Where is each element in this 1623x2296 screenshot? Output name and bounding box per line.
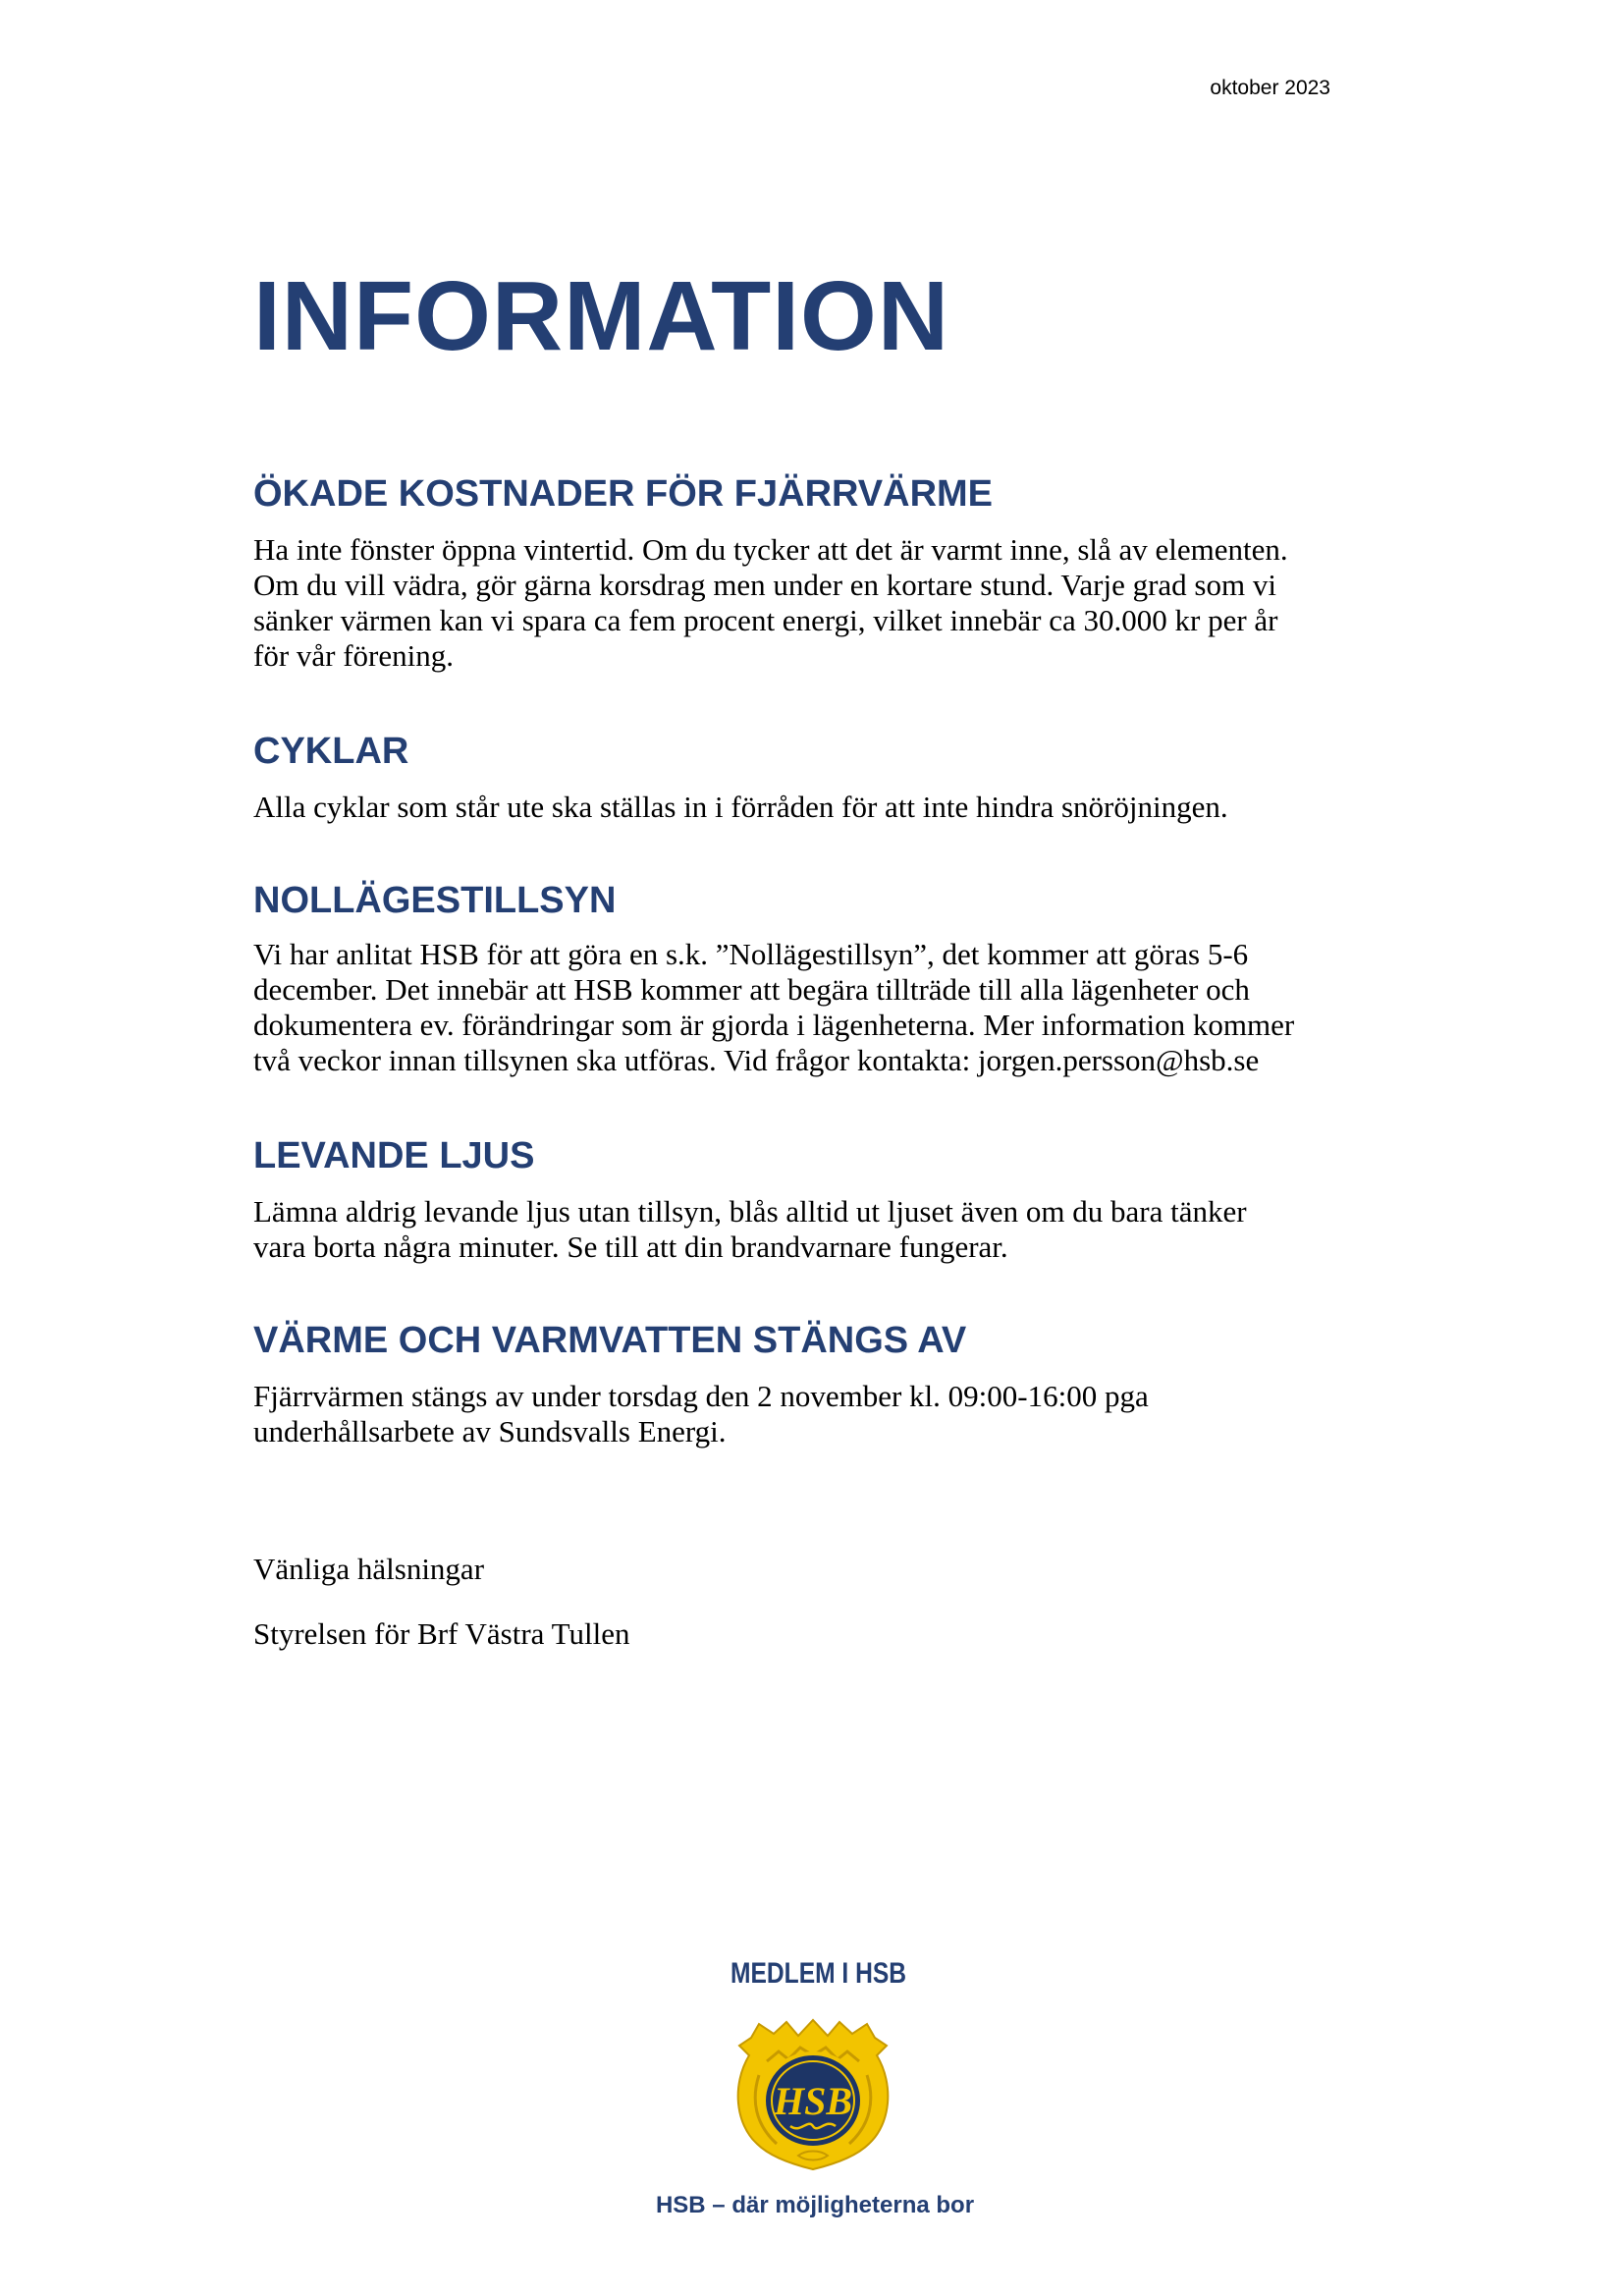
- closing-signature: Styrelsen för Brf Västra Tullen: [253, 1616, 630, 1651]
- hsb-member-logo: [713, 1957, 909, 2222]
- section-body-varme-varmvatten: [253, 1379, 1392, 1449]
- hsb-tagline: HSB – där möjligheterna bor: [655, 2192, 975, 2218]
- body-line: underhållsarbete av Sundsvalls Energi.: [253, 1414, 727, 1449]
- body-line: Alla cyklar som står ute ska ställas in i förråden för att inte hindra snöröjningen.: [253, 790, 1228, 824]
- member-text: MEDLEM I HSB: [730, 1957, 907, 1990]
- document-date: oktober 2023: [1210, 77, 1330, 99]
- section-heading-fjarrvarme: ÖKADE KOSTNADER FÖR FJÄRRVÄRME: [253, 473, 994, 515]
- section-heading-varme-varmvatten: VÄRME OCH VARMVATTEN STÄNGS AV: [253, 1320, 967, 1361]
- closing-greeting: Vänliga hälsningar: [253, 1552, 485, 1586]
- body-line: för vår förening.: [253, 638, 454, 673]
- section-body-nollagestillsyn: [253, 937, 1392, 1078]
- hsb-emblem-icon: [730, 2016, 896, 2175]
- logo-hsb-text: HSB: [773, 2079, 853, 2123]
- body-line: dokumentera ev. förändringar som är gjorda i lägenheterna. Mer information kommer: [253, 1008, 1295, 1042]
- body-line: Vi har anlitat HSB för att göra en s.k. ”Nollägestillsyn”, det kommer att göras 5-6: [253, 937, 1249, 971]
- body-line: vara borta några minuter. Se till att din brandvarnare fungerar.: [253, 1230, 1008, 1264]
- section-heading-cyklar: CYKLAR: [253, 731, 409, 772]
- body-line: Lämna aldrig levande ljus utan tillsyn, blås alltid ut ljuset även om du bara tänker: [253, 1194, 1247, 1229]
- body-line: december. Det innebär att HSB kommer att begära tillträde till alla lägenheter och: [253, 972, 1250, 1007]
- section-heading-levande-ljus: LEVANDE LJUS: [253, 1135, 535, 1176]
- body-line: Ha inte fönster öppna vintertid. Om du tycker att det är varmt inne, slå av elementen.: [253, 532, 1288, 567]
- body-line: sänker värmen kan vi spara ca fem procent energi, vilket innebär ca 30.000 kr per år: [253, 603, 1278, 637]
- body-line: två veckor innan tillsynen ska utföras. Vid frågor kontakta: jorgen.persson@hsb.se: [253, 1043, 1260, 1077]
- body-line: Fjärrvärmen stängs av under torsdag den 2 november kl. 09:00-16:00 pga: [253, 1379, 1149, 1413]
- section-body-levande-ljus: [253, 1194, 1392, 1265]
- page-title: INFORMATION: [253, 261, 950, 371]
- section-heading-nollagestillsyn: NOLLÄGESTILLSYN: [253, 880, 617, 921]
- section-body-cyklar: [253, 790, 1392, 825]
- body-line: Om du vill vädra, gör gärna korsdrag men under en kortare stund. Varje grad som vi: [253, 568, 1276, 602]
- section-body-fjarrvarme: [253, 532, 1392, 674]
